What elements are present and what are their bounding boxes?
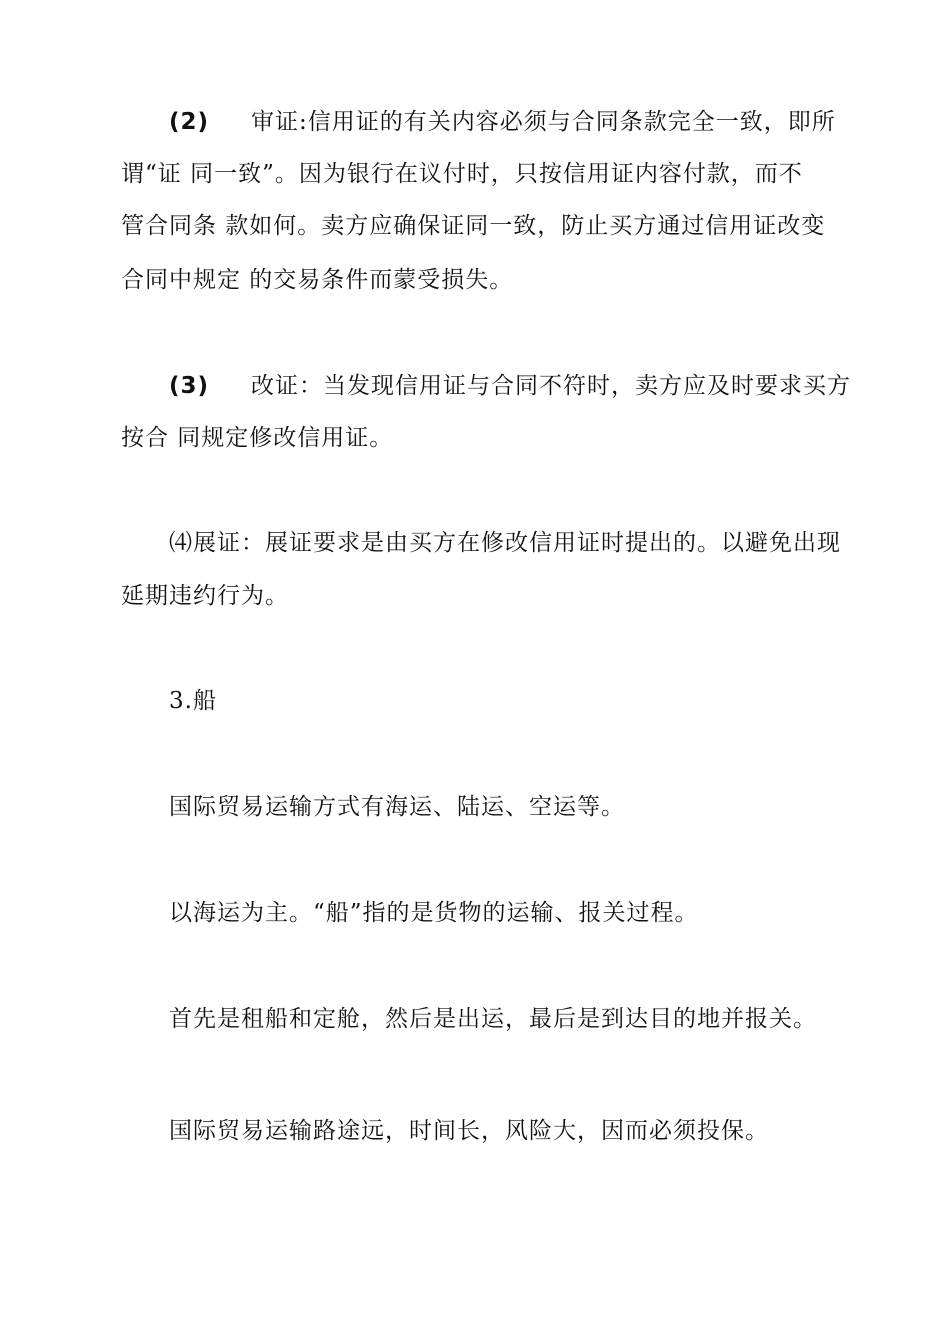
paragraph-2-line-2: 谓“证 同一致”。因为银行在议付时，只按信用证内容付款，而不 xyxy=(121,161,803,187)
paragraph-2-text: 审证:信用证的有关内容必须与合同条款完全一致，即所 xyxy=(251,109,836,135)
paragraph-3-line-1 xyxy=(169,370,851,402)
paragraph-2-label: (2) xyxy=(169,109,210,135)
section-heading: 3.船 xyxy=(169,688,217,714)
body-line-1: 国际贸易运输方式有海运、陆运、空运等。 xyxy=(169,794,625,820)
paragraph-3-text: 改证：当发现信用证与合同不符时，卖方应及时要求买方 xyxy=(251,373,852,399)
body-line-4: 国际贸易运输路途远，时间长，风险大，因而必须投保。 xyxy=(169,1118,769,1144)
paragraph-4-line-2: 延期违约行为。 xyxy=(121,583,289,609)
paragraph-3-label: (3) xyxy=(169,373,210,399)
paragraph-2-line-3: 管合同条 款如何。卖方应确保证同一致，防止买方通过信用证改变 xyxy=(121,213,826,239)
paragraph-3-line-2: 按合 同规定修改信用证。 xyxy=(121,425,394,451)
paragraph-2-line-1 xyxy=(169,106,836,138)
paragraph-4-line-1: ⑷展证：展证要求是由买方在修改信用证时提出的。以避免出现 xyxy=(169,530,841,556)
paragraph-2-line-4: 合同中规定 的交易条件而蒙受损失。 xyxy=(121,267,514,293)
body-line-3: 首先是租船和定舱，然后是出运，最后是到达目的地并报关。 xyxy=(169,1006,817,1032)
body-line-2: 以海运为主。“船”指的是货物的运输、报关过程。 xyxy=(169,900,699,926)
